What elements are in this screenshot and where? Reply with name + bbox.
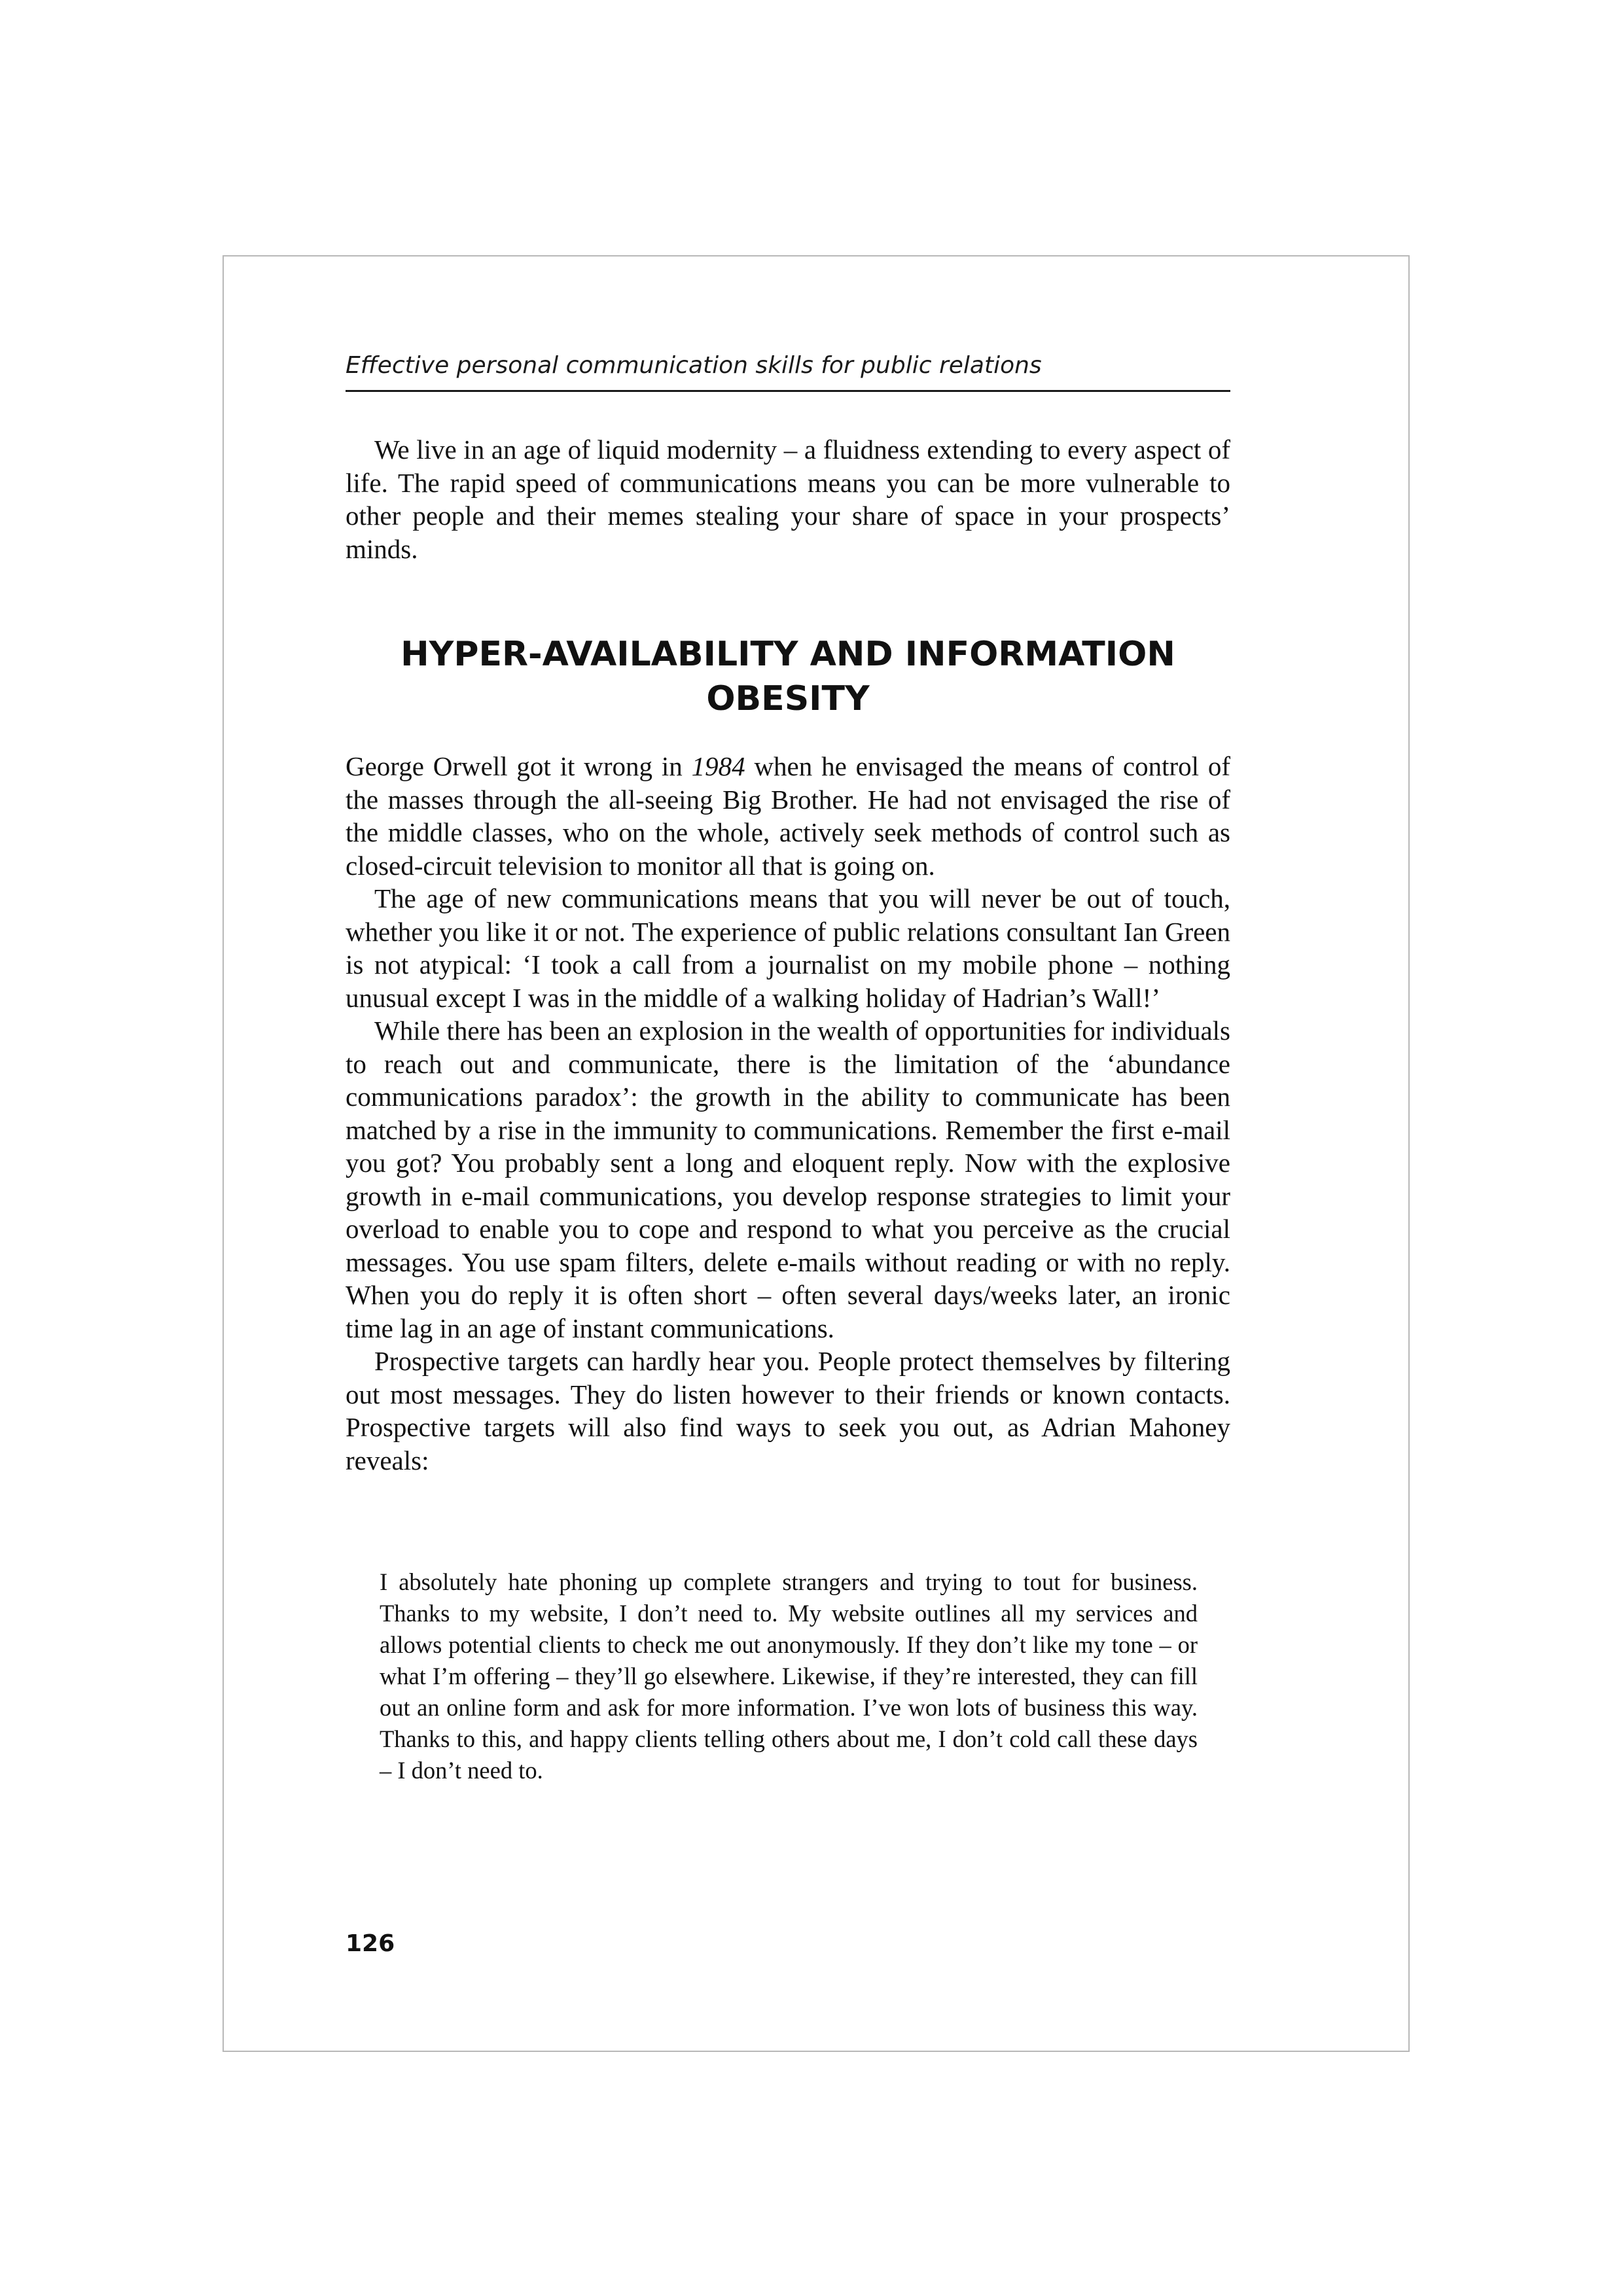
paragraph-3: While there has been an explosion in the wealth of opportunities for individuals to reach out and communicate, there is the limitation of the ‘abundance communications paradox’: the growth in the ability to communicate has been matched by a rise in the immunity to communications. Remember the first e-mail you got? You probably sent a long and eloquent reply. Now with the explosive growth in e-mail communications, you develop response strategies to limit your overload to enable you to cope and respond to what you perceive as the crucial messages. You use spam filters, delete e-mails without reading or with no reply. When you do reply it is often short – often several days/weeks later, an ironic time lag in an age of instant communications. bbox=[346, 1016, 1230, 1343]
paragraph-1-end: when he envisaged the means of control of the masses through the all-seeing Big Brother. He had not envisaged the rise of the middle classes, who on the whole, actively seek methods of control such as closed-circuit television to monitor all that is going on. bbox=[346, 751, 1230, 881]
paragraph-2: The age of new communications means that you will never be out of touch, whether you like it or not. The experience of public relations consultant Ian Green is not atypical: ‘I took a call from a journalist on my mobile phone – nothing unusual except I was in the middle of a walking holiday of Hadrian’s Wall!’ bbox=[346, 883, 1230, 1013]
book-title-1984: 1984 bbox=[691, 751, 745, 781]
page-number: 126 bbox=[346, 1930, 395, 1957]
intro-paragraph: We live in an age of liquid modernity – a fluidness extending to every aspect of life. The rapid speed of communications means you can be more vulnerable to other people and their memes stealing your share of space in your prospects’ minds. bbox=[346, 434, 1230, 564]
intro-section bbox=[346, 433, 1230, 565]
paragraph-4: Prospective targets can hardly hear you. People protect themselves by filtering out most messages. They do listen however to their friends or known contacts. Prospective targets will also find ways to seek you out, as Adrian Mahoney reveals: bbox=[346, 1346, 1230, 1475]
paragraph-1-start: George Orwell got it wrong in bbox=[346, 751, 692, 781]
main-section bbox=[346, 750, 1230, 1477]
running-head: Effective personal communication skills for public relations bbox=[346, 351, 1230, 392]
block-quote: I absolutely hate phoning up complete strangers and trying to tout for business. Thanks to my website, I don’t need to. My website outlines all my services and allows potential clients to check me out anonymously. If they don’t like my tone – or what I’m offering – they’ll go elsewhere. Likewise, if they’re interested, they can fill out an online form and ask for more information. I’ve won lots of business this way. Thanks to this, and happy clients telling others about me, I don’t cold call these days – I don’t need to. bbox=[380, 1568, 1198, 1784]
section-heading: HYPER-AVAILABILITY AND INFORMATION OBESITY bbox=[401, 635, 1175, 718]
paragraph-1 bbox=[346, 750, 1230, 882]
